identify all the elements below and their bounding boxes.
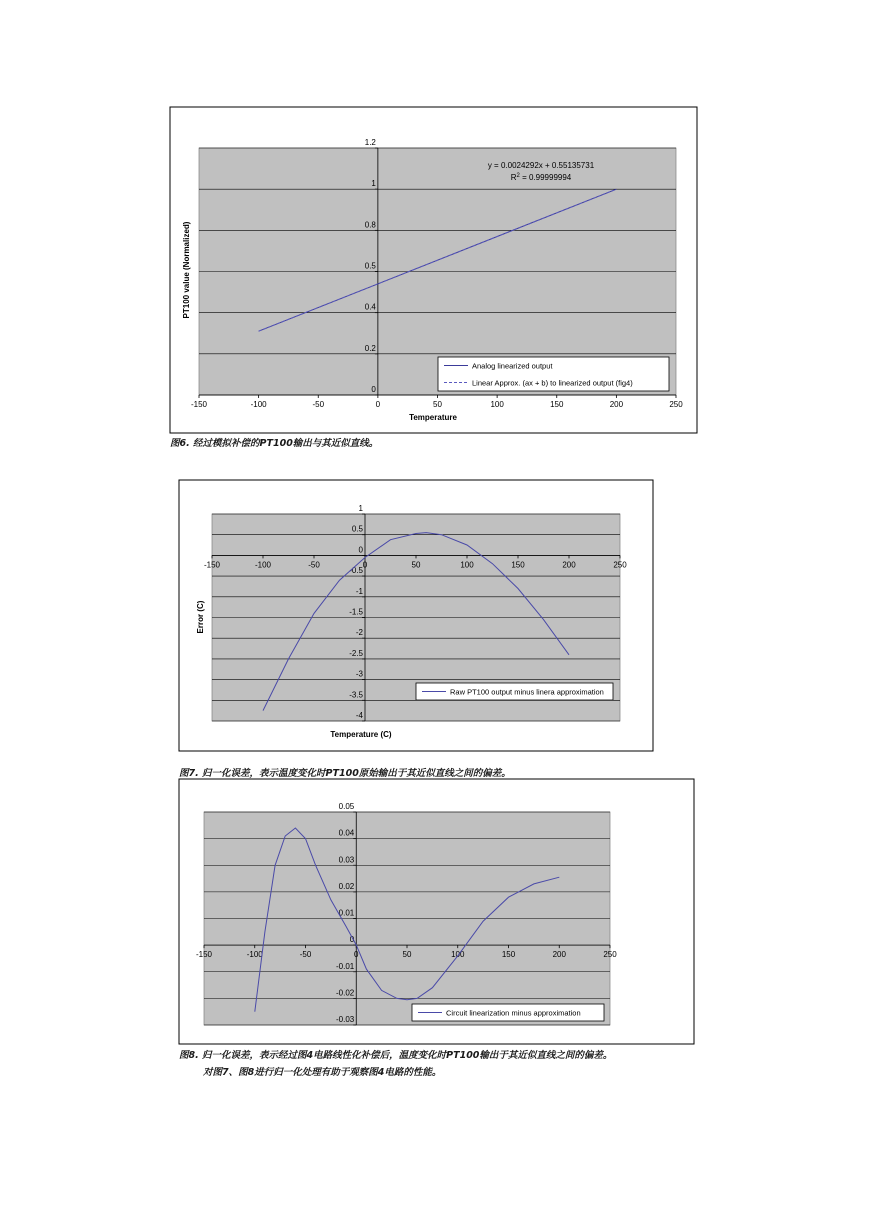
y-tick-label: 0.8 [364,220,376,230]
x-tick-label: -150 [195,950,213,960]
x-tick-label: 150 [550,400,564,409]
x-tick-label: 200 [552,950,566,960]
x-tick-label: 0 [375,400,381,409]
y-tick-label: -0.02 [336,988,355,998]
y-tick-label: -3.5 [349,690,363,700]
x-tick-label: 200 [562,560,576,570]
figure-7-caption: 图7. 归一化误差，表示温度变化时PT100原始输出于其近似直线之间的偏差。 [179,768,511,779]
y-tick-label: 0.4 [364,302,376,312]
trendline-equation: y = 0.0024292x + 0.55135731 [487,161,595,170]
x-tick-label: -100 [250,400,267,409]
x-tick-label: 150 [501,950,516,960]
legend-entry: Raw PT100 output minus linera approximation [450,687,604,697]
y-tick-label: 0 [349,935,355,945]
legend [412,1004,604,1021]
x-tick-label: 100 [490,400,504,409]
y-tick-label: -1.5 [349,607,363,617]
x-tick-label: 250 [613,560,627,570]
x-tick-label: -50 [308,560,320,570]
y-tick-label: 0.2 [364,343,376,353]
chart-7 [179,480,653,751]
x-tick-label: 0 [362,560,368,570]
y-tick-label: -1 [355,586,363,596]
x-tick-label: 50 [402,950,412,960]
y-tick-label: 0.5 [351,524,363,534]
figure-8-caption-line1: 图8. 归一化误差，表示经过图4电路线性化补偿后，温度变化时PT100输出于其近似直线之间的偏差。 [179,1050,613,1061]
x-tick-label: 100 [460,560,474,570]
chart-6 [170,107,697,433]
x-axis-label: Temperature (C) [330,730,392,739]
x-tick-label: 250 [669,400,683,409]
y-tick-label: 1 [358,504,363,513]
y-tick-label: 1.2 [364,138,376,147]
y-tick-label: -0.5 [349,566,363,576]
x-axis-label: Temperature [409,413,457,422]
y-axis-label: PT100 value (Normalized) [182,221,191,319]
y-tick-label: 0.02 [338,881,355,891]
y-tick-label: -0.01 [336,961,355,971]
x-tick-label: 50 [433,400,442,409]
y-tick-label: -2.5 [349,648,363,658]
y-tick-label: -3 [355,669,363,679]
x-tick-label: -50 [299,950,312,960]
x-tick-label: 250 [603,950,617,960]
y-tick-label: 0.05 [338,802,355,811]
legend-entry: Circuit linearization minus approximation [446,1008,581,1018]
y-tick-label: -2 [355,628,363,638]
x-tick-label: -50 [312,400,325,409]
y-tick-label: 0.5 [364,261,376,271]
legend [438,357,669,391]
figure-6-caption: 图6. 经过模拟补偿的PT100输出与其近似直线。 [170,438,379,449]
x-tick-label: -100 [254,560,272,570]
chart-8 [179,779,694,1044]
r-squared: $R^2 = 0.99999994$ [510,173,572,182]
figure-8-caption-line2: 对图7、图8进行归一化处理有助于观察图4电路的性能。 [203,1067,442,1078]
y-axis-label: Error (C) [196,600,205,634]
legend-entry: Analog linearized output [472,361,553,371]
y-tick-label: 0 [371,385,376,394]
legend-entry: Linear Approx. (ax + b) to linearized output (fig4) [472,378,633,388]
x-tick-label: 100 [451,950,465,960]
x-tick-label: 50 [411,560,421,570]
y-tick-label: 0.04 [338,828,355,838]
y-tick-label: 0 [358,545,363,555]
y-tick-label: 0.03 [338,855,355,865]
y-tick-label: 1 [371,179,376,189]
legend [416,683,613,700]
x-tick-label: -150 [190,400,208,409]
x-tick-label: -100 [246,950,263,960]
y-tick-label: -4 [355,711,363,720]
x-tick-label: 0 [354,950,359,960]
y-tick-label: -0.03 [336,1015,355,1024]
x-tick-label: 150 [511,560,525,570]
x-tick-label: -150 [203,560,221,570]
y-tick-label: 0.01 [338,908,355,918]
x-tick-label: 200 [609,400,624,409]
